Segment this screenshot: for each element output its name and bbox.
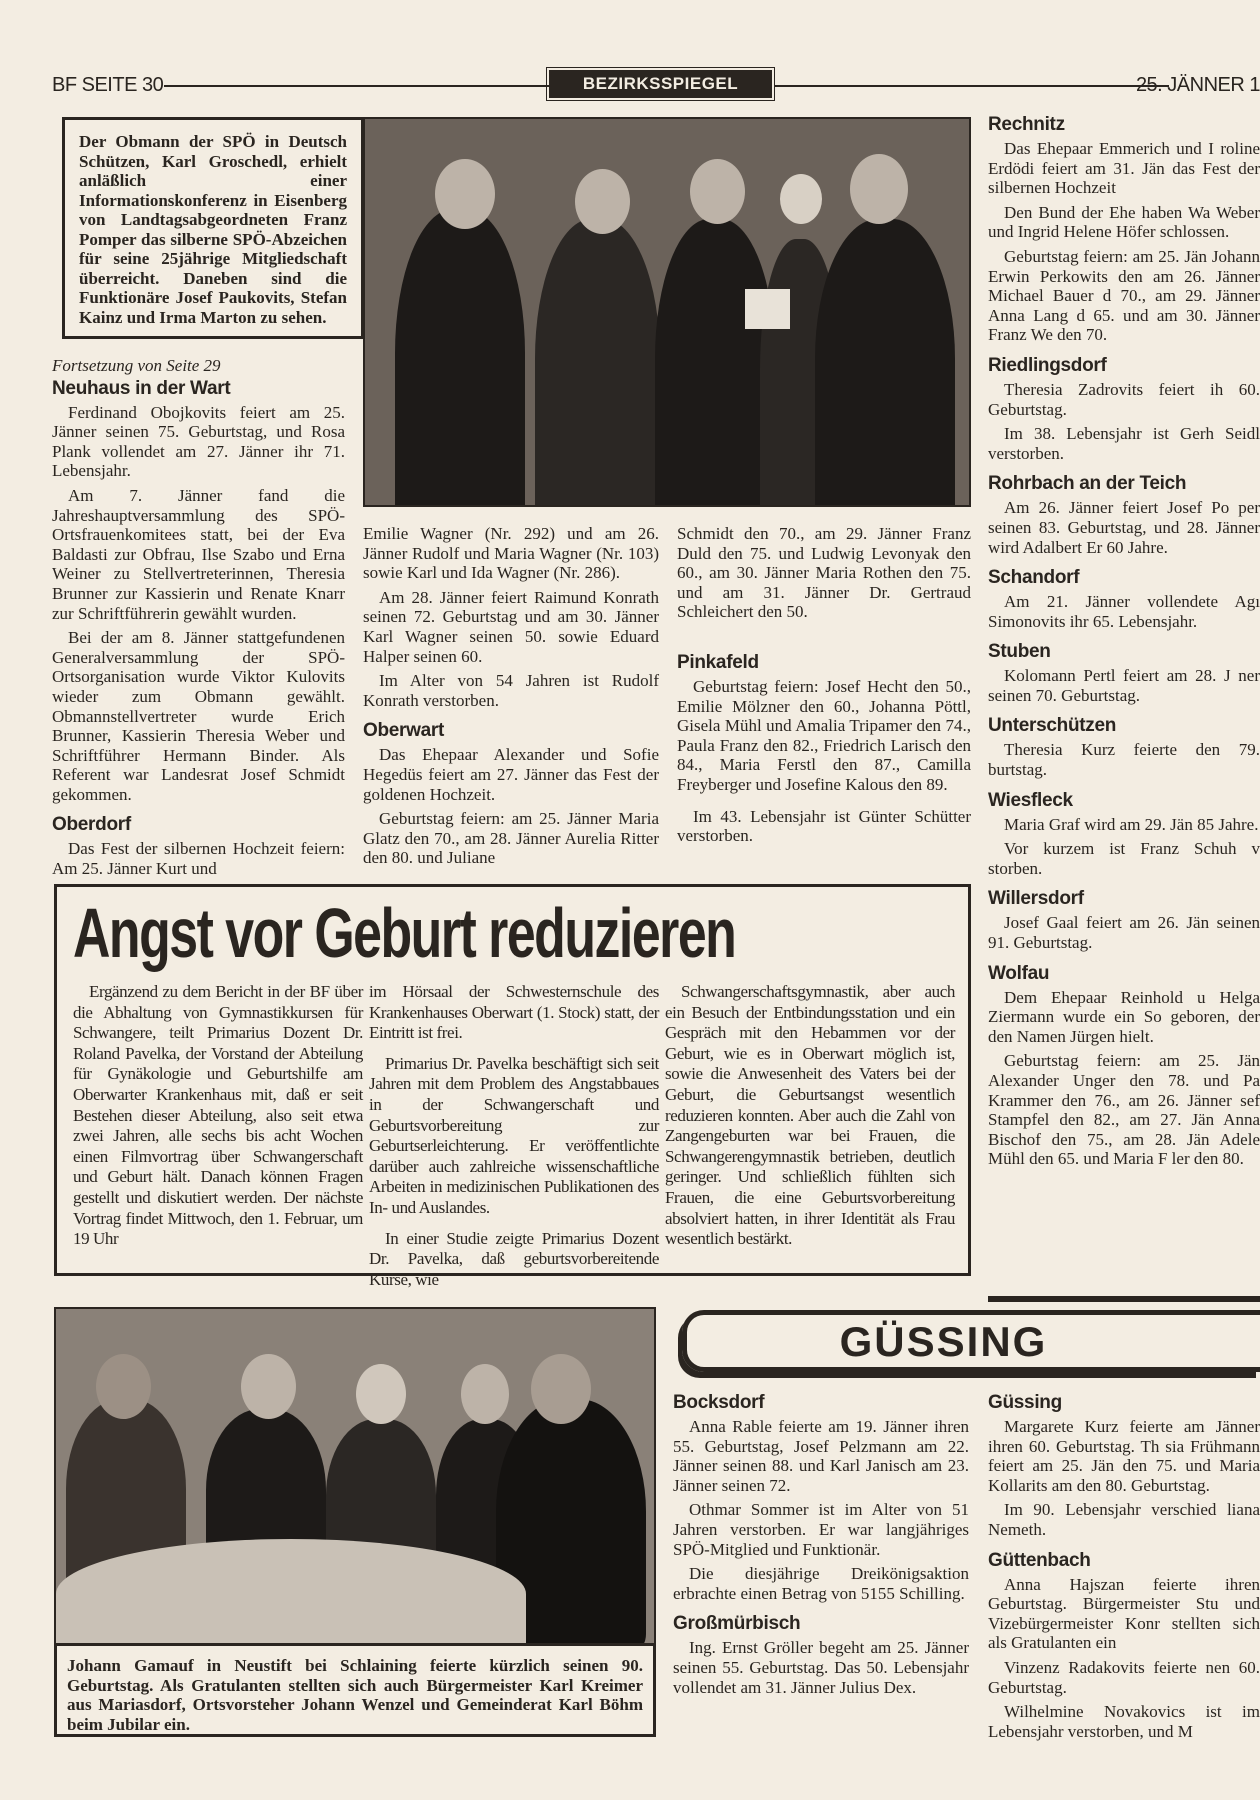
paragraph: Den Bund der Ehe haben Wa Weber und Ingrid Helene Höfer schlossen. [988, 202, 1260, 242]
paragraph: Ing. Ernst Gröller begeht am 25. Jänner seinen 55. Geburtstag. Das 50. Lebensjahr vollendet am 31. Jänner Julius Dex. [673, 1638, 969, 1697]
continued-note: Fortsetzung von Seite 29 [52, 356, 221, 375]
paragraph: Im 38. Lebensjahr ist Gerh Seidl verstorben. [988, 424, 1260, 463]
paragraph: Am 7. Jänner fand die Jahreshauptversammlung des SPÖ-Ortsfrauenkomitees statt, bei der Eva Baldasti zur Obfrau, Ilse Szabo und Erna Weiner zu Stellvertreterinnen, Theresia Brunner zur Kassierin und Renate Knarr zur Schriftführerin gewählt wurden. [52, 485, 345, 623]
header-rule [774, 85, 1169, 87]
paragraph: Ferdinand Obojkovits feiert am 25. Jänner seinen 75. Geburtstag, und Rosa Plank vollendet am 27. Jänner ihr 71. Lebensjahr. [52, 402, 345, 481]
paragraph: Anna Hajszan feierte ihren Geburtstag. Bürgermeister Stu und Vizebürgermeister Konr stellten sich als Gratulanten ein [988, 1574, 1260, 1653]
paragraph: Maria Graf wird am 29. Jän 85 Jahre. [1004, 814, 1259, 834]
photo-spoe-award [363, 117, 971, 507]
heading-oberdorf: Oberdorf [52, 814, 131, 836]
page-header [52, 70, 1260, 100]
column-left [52, 356, 345, 884]
column-right [988, 114, 1260, 1224]
article-headline: Angst vor Geburt reduzieren [73, 894, 736, 972]
paragraph: Im 43. Lebensjahr ist Günter Schütter verstorben. [677, 806, 971, 846]
article-column-3 [665, 982, 955, 1260]
paragraph: Geburtstag feiern: am 25. Jänner Maria Glatz den 70., am 28. Jänner Aurelia Ritter den 80. und Juliane [363, 809, 659, 868]
heading-wiesfleck: Wiesfleck [988, 789, 1073, 811]
paragraph: Die diesjährige Dreikönigsaktion erbrachte einen Betrag von 5155 Schilling. [673, 1564, 969, 1603]
paragraph: Emilie Wagner (Nr. 292) und am 26. Jänner Rudolf und Maria Wagner (Nr. 103) sowie Karl und Ida Wagner (Nr. 286). [363, 524, 659, 583]
photo-caption-top: Der Obmann der SPÖ in Deutsch Schützen, Karl Groschedl, erhielt anläßlich einer Informationskonferenz in Eisenberg von Landtagsabgeordneten Franz Pomper das silberne SPÖ-Abzeichen für seine 25jährige Mitgliedschaft überreicht. Daneben sind die Funktionäre Josef Paukovits, Stefan Kainz und Irma Marton zu sehen. [62, 117, 364, 339]
section-banner-title: GÜSSING [839, 1318, 1048, 1365]
heading-guessing: Güssing [988, 1392, 1062, 1413]
heading-rohrbach: Rohrbach an der Teich [988, 473, 1187, 495]
article-angst [54, 884, 971, 1289]
heading-oberwart: Oberwart [363, 720, 445, 742]
heading-neuhaus: Neuhaus in der Wart [52, 377, 231, 399]
heading-unterschuetzen: Unterschützen [988, 715, 1117, 737]
paragraph: Das Ehepaar Emmerich und I roline Erdödi feiert am 31. Jän das Fest der silbernen Hochzeit [988, 139, 1260, 198]
column-middle-2 [677, 524, 971, 851]
paragraph: Margarete Kurz feierte am Jänner ihren 60. Geburtstag. Th sia Frühmann feiert am 25. Jän den 75. und Maria Kollarits am den 80. Geburtstag. [988, 1417, 1260, 1495]
heading-pinkafeld: Pinkafeld [677, 651, 759, 673]
paragraph: Das Fest der silbernen Hochzeit feiern: Am 25. Jänner Kurt und [52, 839, 345, 879]
section-banner-guessing [682, 1310, 1260, 1372]
paragraph: Am 26. Jänner feiert Josef Po per seinen 83. Geburtstag, und 28. Jänner wird Adalbert Er 60 Jahre. [988, 498, 1260, 557]
paragraph: Geburtstag feiern: am 25. Jän Johann Erwin Perkowits den am 26. Jänner Michael Bauer d 70., am 29. Jänner Anna Lang d 65. und am 30. Jänner Franz We den 70. [988, 246, 1260, 345]
paragraph: im Hörsaal der Schwesternschule des Krankenhauses Oberwart (1. Stock) statt, der Eintritt ist frei. [369, 982, 659, 1043]
header-rule [164, 85, 549, 87]
paragraph: Geburtstag feiern: am 25. Jän Alexander Unger den 78. und Pa Krammer den 76., am 26. Jänner sef Stampfel den 82., am 27. Jän Anna Bischof den 75., am 28. Jän Adele Mühl den 65. und Maria F ler den 80. [988, 1051, 1260, 1169]
paragraph: Bei der am 8. Jänner stattgefundenen Generalversammlung der SPÖ-Ortsorganisation wurde Viktor Kulovits wieder zum Obmann gewählt. Obmannstellvertreter wurde Erich Brunner, Kassierin Theresia Weber und Schriftführer Hermann Binder. Als Referent war Landesrat Josef Schmidt gekommen. [52, 628, 345, 804]
paragraph: Im Alter von 54 Jahren ist Rudolf Konrath verstorben. [363, 671, 659, 710]
photo-gamauf-birthday [54, 1307, 656, 1645]
heading-bocksdorf: Bocksdorf [673, 1392, 765, 1413]
paragraph: Wilhelmine Novakovics ist im Lebensjahr verstorben, und M [988, 1702, 1260, 1741]
paragraph: Geburtstag feiern: Josef Hecht den 50., Emilie Mölzner den 60., Johanna Pöttl, Gisela Mühl und Amalia Tripamer den 74., Paula Franz den 82., Friedrich Larisch den 84., Maria Ferstl den 87., Camilla Freyberger und Josefine Kalous den 89. [677, 676, 971, 794]
paragraph: Schwangerschaftsgymnastik, aber auch ein Besuch der Entbindungsstation und ein Gespräch mit den Hebammen vor der Geburt, wie es in Oberwart möglich ist, sowie die Anwesenheit des Vaters bei der Geburt, die Geburtsangst wesentlich reduzieren konnten. Aber auch die Zahl von Zangengeburten war bei Frauen, die Schwangerengymnastik betrieben, deutlich geringer. Und schließlich fühlten sich Frauen, die eine Geburtsvorbereitung absolviert hatten, in ihrer Identität als Frau wesentlich bestärkt. [665, 982, 955, 1249]
article-column-1 [73, 982, 363, 1260]
photo-caption-bottom: Johann Gamauf in Neustift bei Schlaining feierte kürzlich seinen 90. Geburtstag. Als Gratulanten stellten sich auch Bürgermeister Karl Kreimer aus Mariasdorf, Ortsvorsteher Johann Wenzel und Gemeinderat Karl Böhm beim Jubilar ein. [54, 1643, 656, 1737]
section-rule [988, 1296, 1260, 1302]
paragraph: Am 21. Jänner vollendete Agı Simonovits ihr 65. Lebensjahr. [988, 592, 1260, 631]
paragraph: Josef Gaal feiert am 26. Jän seinen 91. Geburtstag. [988, 913, 1260, 953]
heading-willersdorf: Willersdorf [988, 888, 1084, 910]
paragraph: Vinzenz Radakovits feierte nen 60. Geburtstag. [988, 1657, 1260, 1697]
heading-guettenbach: Güttenbach [988, 1549, 1091, 1571]
paragraph: Theresia Zadrovits feiert ih 60. Geburtstag. [988, 379, 1260, 419]
heading-riedlingsdorf: Riedlingsdorf [988, 354, 1107, 376]
heading-grossmuerbisch: Großmürbisch [673, 1613, 801, 1635]
paragraph: Vor kurzem ist Franz Schuh v storben. [988, 839, 1260, 878]
paragraph: In einer Studie zeigte Primarius Dozent Dr. Pavelka, daß geburtsvorbereitende Kurse, wie [369, 1228, 659, 1289]
column-guessing-2 [988, 1392, 1260, 1752]
paragraph: Anna Rable feierte am 19. Jänner ihren 55. Geburtstag, Josef Pelzmann am 22. Jänner seinen 88. und Karl Janisch am 23. Jänner seinen 72. [673, 1417, 969, 1495]
heading-schandorf: Schandorf [988, 567, 1080, 589]
section-label: BEZIRKSSPIEGEL [549, 70, 772, 98]
paragraph: Am 28. Jänner feiert Raimund Konrath seinen 72. Geburtstag und am 30. Jänner Karl Wagner seinen 50. sowie Eduard Halper seinen 60. [363, 587, 659, 666]
heading-rechnitz: Rechnitz [988, 114, 1065, 135]
heading-wolfau: Wolfau [988, 962, 1050, 984]
paragraph: Othmar Sommer ist im Alter von 51 Jahren verstorben. Er war langjähriges SPÖ-Mitglied und Funktionär. [673, 1500, 969, 1559]
paragraph: Das Ehepaar Alexander und Sofie Hegedüs feiert am 27. Jänner das Fest der goldenen Hochzeit. [363, 745, 659, 804]
paragraph: Im 90. Lebensjahr verschied liana Nemeth. [988, 1500, 1260, 1539]
column-middle-1 [363, 524, 659, 873]
paragraph: Schmidt den 70., am 29. Jänner Franz Duld den 75. und Ludwig Levonyak den 60., am 30. Jänner Maria Rothen den 75. und am 31. Jänner Dr. Gertraud Schleichert den 50. [677, 524, 971, 622]
page-number: BF SEITE 30 [52, 74, 164, 96]
paragraph: Primarius Dr. Pavelka beschäftigt sich seit Jahren mit dem Problem des Angstabbaues in der Schwangerschaft und Geburtsvorbereitung zur Geburtserleichterung. Er veröffentlichte darüber auch zahlreiche wissenschaftliche Arbeiten in medizinischen Publikationen des In- und Auslandes. [369, 1053, 659, 1217]
paragraph: Ergänzend zu dem Bericht in der BF über die Abhaltung von Gymnastikkursen für Schwangere, teilt Primarius Dozent Dr. Roland Pavelka, der Vorstand der Abteilung für Gynäkologie und Geburtshilfe am Oberwarter Krankenhaus mit, daß er seit Bestehen dieser Abteilung, also seit etwa zwei Jahren, alle sechs bis acht Wochen einen Filmvortrag über Schwangerschaft und Geburt hält. Danach können Fragen gestellt und diskutiert werden. Der nächste Vortrag findet Mittwoch, den 1. Februar, um 19 Uhr [73, 982, 363, 1249]
paragraph: Dem Ehepaar Reinhold u Helga Ziermann wurde ein So geboren, der den Namen Jürgen hielt. [988, 987, 1260, 1046]
issue-date: 25. JÄNNER 1 [1135, 74, 1260, 96]
article-column-2 [369, 982, 659, 1300]
paragraph: Kolomann Pertl feiert am 28. J ner seinen 70. Geburtstag. [988, 666, 1260, 705]
column-guessing-1 [673, 1392, 969, 1702]
paragraph: Theresia Kurz feierte den 79. burtstag. [988, 740, 1260, 780]
heading-stuben: Stuben [988, 641, 1051, 663]
